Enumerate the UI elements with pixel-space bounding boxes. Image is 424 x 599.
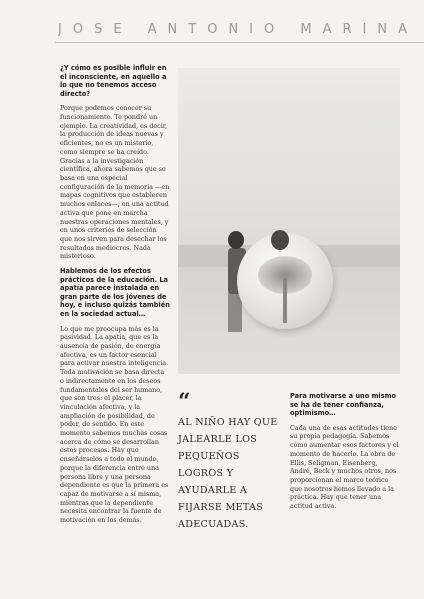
photo-sky — [178, 68, 400, 245]
header-rule — [55, 42, 424, 43]
right-text-column — [290, 392, 400, 517]
interview-question-3: Para motivarse a uno mismo se ha de tener confianza, optimismo… — [290, 392, 397, 418]
interview-question-2: Hablemos de los efectos prácticos de la educación. La apatía parece instalada en gran parte de los jóvenes de hoy, e incluso quizás también en la sociedad actual… — [60, 267, 170, 318]
pull-quote-block — [178, 389, 278, 533]
photo-boy-head — [228, 231, 244, 249]
answer-paragraph-2: Lo que me preocupa más es la pasividad. La apatía, que es la ausencia de pasión, de energía afectiva, es un factor esencial para activar nuestra inteligencia. Toda motivación se basa directa o indirectamente en los deseos fundamentales del ser humano, que son tres: el placer, la vinculación afectiva, y la ampliación de posibilidad, de poder, de sentido. En este momento sabemos muchas cosas acerca de cómo se desarrollan estos procesos. Hay que enseñárselos a todo el mundo, porque la diferencia entre una persona libre y una persona dependiente es que la primera es capaz de motivarse a sí misma, mientras que la dependiente necesita encontrar la fuente de motivación en los demás. — [60, 324, 169, 525]
photo-girl-head — [271, 230, 289, 250]
interview-question-1: ¿Y cómo es posible influir en el inconsciente, en aquello a lo que no tenemos acceso directo? — [60, 64, 167, 98]
pull-quote-text: AL NIÑO HAY QUE JALEARLE LOS PEQUEÑOS LOGROS Y AYUDARLE A FIJARSE METAS ADECUADAS. — [178, 417, 278, 530]
running-header: JOSÉ ANTONIO MARINA — [58, 22, 418, 37]
quote-mark-icon: “ — [178, 389, 191, 415]
answer-paragraph-3: Cada una de esas actitudes tiene su propia pedagogía. Sabemos cómo aumentar esos factores y el momento de hacerlo. La obra de Ellis, Seligman, Eisenberg, André, Beck y muchos otros, nos proporcionan el marco teórico que nosotros hemos llevado a la práctica. Hay que tener una actitud activa. — [290, 423, 399, 511]
beach-photo-children-sphere — [178, 68, 400, 374]
left-text-column — [60, 64, 170, 531]
answer-paragraph-1: Porque podemos conocer su funcionamiento. Te pondré un ejemplo. La creatividad, es decir, la producción de ideas nuevas y eficientes, no es un misterio, como siempre se ha creído. Gracias a la investigación científica, ahora sabemos que se basa en una especial configuración de la memoria —en mapas cognitivos que establecen muchos enlaces—, en una actitud activa que pone en marcha nuestras operaciones mentales, y en unos criterios de selección que nos sirven para desechar los resultados mediocres. Nada misterioso. — [60, 104, 170, 261]
photo-tree-trunk — [283, 278, 287, 323]
